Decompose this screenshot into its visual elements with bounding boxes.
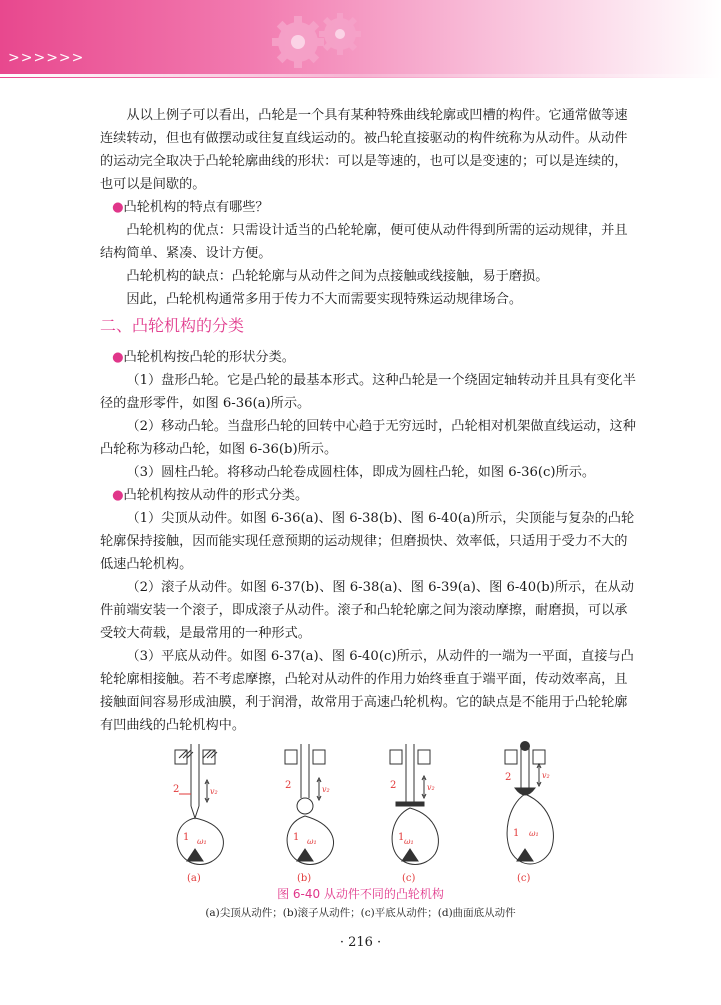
label-1: 1 xyxy=(183,832,190,843)
by-follower-heading: ●凸轮机构按从动件的形式分类。 xyxy=(112,488,309,503)
disadvantages-paragraph: 凸轮机构的缺点：凸轮轮廓与从动件之间为点接触或线接触，易于磨损。 xyxy=(126,269,549,284)
velocity-label: v₂ xyxy=(542,771,550,780)
features-question: ●凸轮机构的特点有哪些？ xyxy=(112,200,269,215)
list-item: （2）滚子从动件。如图 6-37(b)、图 6-38(a)、图 6-39(a)、图 6-40(b)所示，在从动件前端安装一个滚子，即成滚子从动件。滚子和凸轮轮廓之间为滚动摩擦，耐磨损，可以承受较大荷载，是最常用的一种形式。 xyxy=(100,580,634,641)
section-heading: 二、凸轮机构的分类 xyxy=(100,316,245,335)
chevron-decoration: >>>>>> xyxy=(8,50,85,66)
list-item: （3）圆柱凸轮。将移动凸轮卷成圆柱体，即成为圆柱凸轮，如图 6-36(c)所示。 xyxy=(126,465,596,480)
figure-caption: 图 6-40 从动件不同的凸轮机构 xyxy=(277,887,444,901)
list-item: （3）平底从动件。如图 6-37(a)、图 6-40(c)所示，从动件的一端为一平面，直接与凸轮轮廓相接触。若不考虑摩擦，凸轮对从动件的作用力始终垂直于端平面，传动效率高，且接触面间容易形成油膜，利于润滑，故常用于高速凸轮机构。它的缺点是不能用于凸轮轮廓有凹曲线的凸轮机构中。 xyxy=(100,649,634,733)
omega-label: ω₁ xyxy=(307,837,317,846)
velocity-label: v₂ xyxy=(210,787,218,796)
velocity-label: v₂ xyxy=(322,785,330,794)
conclusion-paragraph: 因此，凸轮机构通常多用于传力不大而需要实现特殊运动规律场合。 xyxy=(126,292,523,307)
gear-icon xyxy=(268,6,378,72)
body-text-block xyxy=(100,104,640,311)
cam-figure xyxy=(100,736,640,886)
page-number: · 216 · xyxy=(339,935,382,950)
omega-label: ω₁ xyxy=(404,837,414,846)
list-item: （2）移动凸轮。当盘形凸轮的回转中心趋于无穷远时，凸轮相对机架做直线运动，这种凸轮称为移动凸轮，如图 6-36(b)所示。 xyxy=(100,419,636,457)
subfig-label: (a) xyxy=(187,873,201,884)
advantages-paragraph: 凸轮机构的优点：只需设计适当的凸轮轮廓，便可使从动件得到所需的运动规律，并且结构简单、紧凑、设计方便。 xyxy=(100,223,628,261)
bullet-icon: ● xyxy=(112,200,124,215)
by-shape-heading: ●凸轮机构按凸轮的形状分类。 xyxy=(112,350,295,365)
label-1: 1 xyxy=(293,832,300,843)
omega-label: ω₁ xyxy=(529,829,539,838)
subfig-label: (c) xyxy=(402,873,416,884)
omega-label: ω₁ xyxy=(197,837,207,846)
label-2: 2 xyxy=(173,784,180,795)
intro-paragraph: 从以上例子可以看出，凸轮是一个具有某种特殊曲线轮廓或凹槽的构件。它通常做等速连续转动，但也有做摆动或往复直线运动的。被凸轮直接驱动的构件统称为从动件。从动件的运动完全取决于凸轮轮廓曲线的形状：可以是等速的，也可以是变速的；可以是连续的，也可以是间歇的。 xyxy=(100,108,628,192)
list-item: （1）尖顶从动件。如图 6-36(a)、图 6-38(b)、图 6-40(a)所示，尖顶能与复杂的凸轮轮廓保持接触，因而能实现任意预期的运动规律；但磨损快、效率低，只适用于受力不大的低速凸轮机构。 xyxy=(100,511,635,572)
list-item: （1）盘形凸轮。它是凸轮的最基本形式。这种凸轮是一个绕固定轴转动并且具有变化半径的盘形零件，如图 6-36(a)所示。 xyxy=(100,373,636,411)
label-2: 2 xyxy=(285,780,292,791)
subfig-label: (c) xyxy=(517,873,531,884)
label-1: 1 xyxy=(513,828,520,839)
bullet-icon: ● xyxy=(112,350,124,365)
header-divider xyxy=(0,74,721,77)
label-2: 2 xyxy=(390,780,397,791)
label-2: 2 xyxy=(505,772,512,783)
label-1: 1 xyxy=(398,832,405,843)
figure-subcaption: (a)尖顶从动件；(b)滚子从动件；(c)平底从动件；(d)曲面底从动件 xyxy=(205,907,516,919)
classification-block xyxy=(100,346,640,783)
velocity-label: v₂ xyxy=(427,783,435,792)
bullet-icon: ● xyxy=(112,488,124,503)
subfig-label: (b) xyxy=(297,873,312,884)
